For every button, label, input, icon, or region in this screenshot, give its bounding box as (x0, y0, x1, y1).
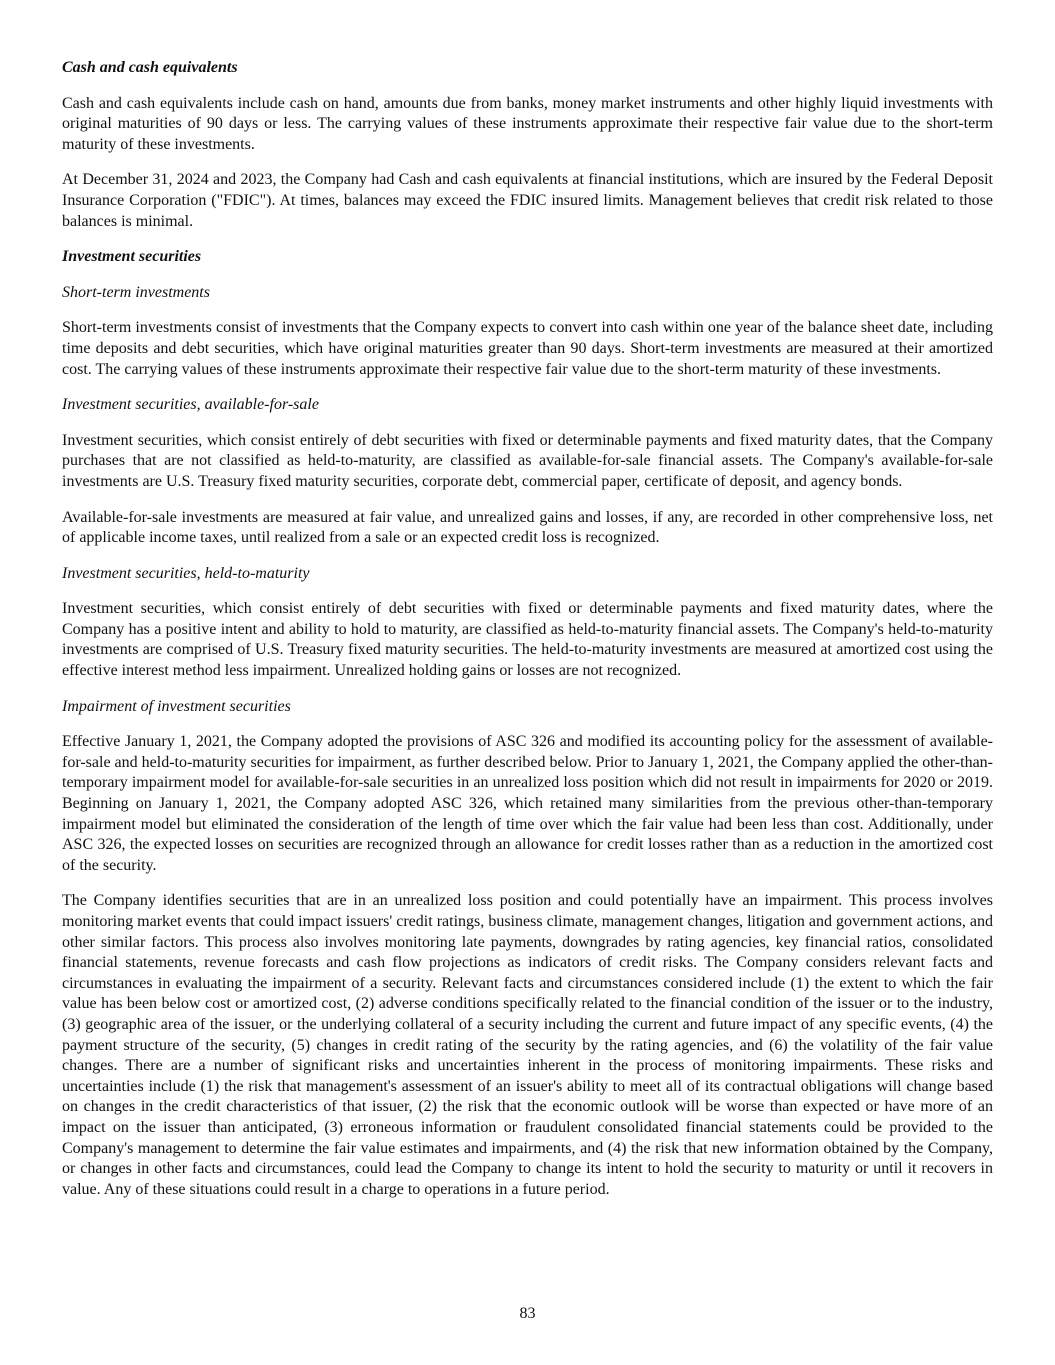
paragraph-cash-definition: Cash and cash equivalents include cash on hand, amounts due from banks, money market instruments and other highly liquid investments with original maturities of 90 days or less. The carrying values of these instruments approximate their respective fair value due to the short-term maturity of these investments. (62, 94, 993, 153)
subheading-held-to-maturity: Investment securities, held-to-maturity (62, 564, 310, 582)
heading-cash-and-cash-equivalents: Cash and cash equivalents (62, 59, 238, 76)
paragraph-available-for-sale: Investment securities, which consist entirely of debt securities with fixed or determinable payments and fixed maturity dates, that the Company purchases that are not classified as held-to-maturity, are classified as available-for-sale financial assets. The Company's available-for-sale investments are U.S. Treasury fixed maturity securities, corporate debt, commercial paper, certificate of deposit, and agency bonds. (62, 431, 993, 490)
paragraph-short-term-investments: Short-term investments consist of investments that the Company expects to convert into cash within one year of the balance sheet date, including time deposits and debt securities, which have original maturities greater than 90 days. Short-term investments are measured at their amortized cost. The carrying values of these instruments approximate their respective fair value due to the short-term maturity of these investments. (62, 319, 993, 378)
paragraph-afs-measurement: Available-for-sale investments are measured at fair value, and unrealized gains and losses, if any, are recorded in other comprehensive loss, net of applicable income taxes, until realized from a sale or an expected credit loss is recognized. (62, 508, 993, 547)
paragraph-fdic: At December 31, 2024 and 2023, the Company had Cash and cash equivalents at financial institutions, which are insured by the Federal Deposit Insurance Corporation ("FDIC"). At times, balances may exceed the FDIC insured limits. Management believes that credit risk related to those balances is minimal. (62, 171, 993, 230)
heading-investment-securities: Investment securities (62, 248, 202, 266)
subheading-impairment: Impairment of investment securities (62, 697, 291, 715)
paragraph-impairment-process: The Company identifies securities that are in an unrealized loss position and could potentially have an impairment. This process involves monitoring market events that could impact issuers' credit ratings, business climate, management changes, litigation and government actions, and other similar factors. This process also involves monitoring late payments, downgrades by rating agencies, key financial ratios, consolidated financial statements, revenue forecasts and cash flow projections as indicators of credit risks. The Company considers relevant facts and circumstances in evaluating the impairment of a security. Relevant facts and circumstances considered include (1) the extent to which the fair value has been below cost or amortized cost, (2) adverse conditions specifically related to the financial condition of the issuer or to the industry, (3) geographic area of the issuer, or the underlying collateral of a security including the current and future impact of any specific events, (4) the payment structure of the security, (5) changes in credit rating of the security by the rating agencies, and (6) the volatility of the fair value changes. There are a number of significant risks and uncertainties inherent in the process of monitoring impairments. These risks and uncertainties include (1) the risk that management's assessment of an issuer's ability to meet all of its contractual obligations will change based on changes in the credit characteristics of that issuer, (2) the risk that the economic outlook will be worse than expected or have more of an impact on the issuer than anticipated, (3) erroneous information or fraudulent consolidated financial statements could be provided to the Company's management to determine the fair value estimates and impairments, and (4) the risk that new information obtained by the Company, or changes in other facts and circumstances, could lead the Company to change its intent to hold the security to maturity or until it recovers in value. Any of these situations could result in a charge to operations in a future period. (62, 892, 993, 1198)
paragraph-asc-326: Effective January 1, 2021, the Company adopted the provisions of ASC 326 and modified its accounting policy for the assessment of available-for-sale and held-to-maturity securities for impairment, as further described below. Prior to January 1, 2021, the Company applied the other-than-temporary impairment model for available-for-sale securities in an unrealized loss position which did not result in impairments for 2020 or 2019. Beginning on January 1, 2021, the Company adopted ASC 326, which retained many similarities from the previous other-than-temporary impairment model but eliminated the consideration of the length of time over which the fair value had been less than cost. Additionally, under ASC 326, the expected losses on securities are recognized through an allowance for credit losses rather than as a reduction in the amortized cost of the security. (62, 733, 993, 874)
subheading-available-for-sale: Investment securities, available-for-sale (62, 396, 319, 414)
document-page (62, 58, 993, 1215)
subheading-short-term-investments: Short-term investments (62, 283, 210, 301)
paragraph-held-to-maturity: Investment securities, which consist entirely of debt securities with fixed or determinable payments and fixed maturity dates, where the Company has a positive intent and ability to hold to maturity, are classified as held-to-maturity financial assets. The Company's held-to-maturity investments are comprised of U.S. Treasury fixed maturity securities. The held-to-maturity investments are measured at amortized cost using the effective interest method less impairment. Unrealized holding gains or losses are not recognized. (62, 600, 993, 680)
page-number: 83 (519, 1305, 536, 1322)
